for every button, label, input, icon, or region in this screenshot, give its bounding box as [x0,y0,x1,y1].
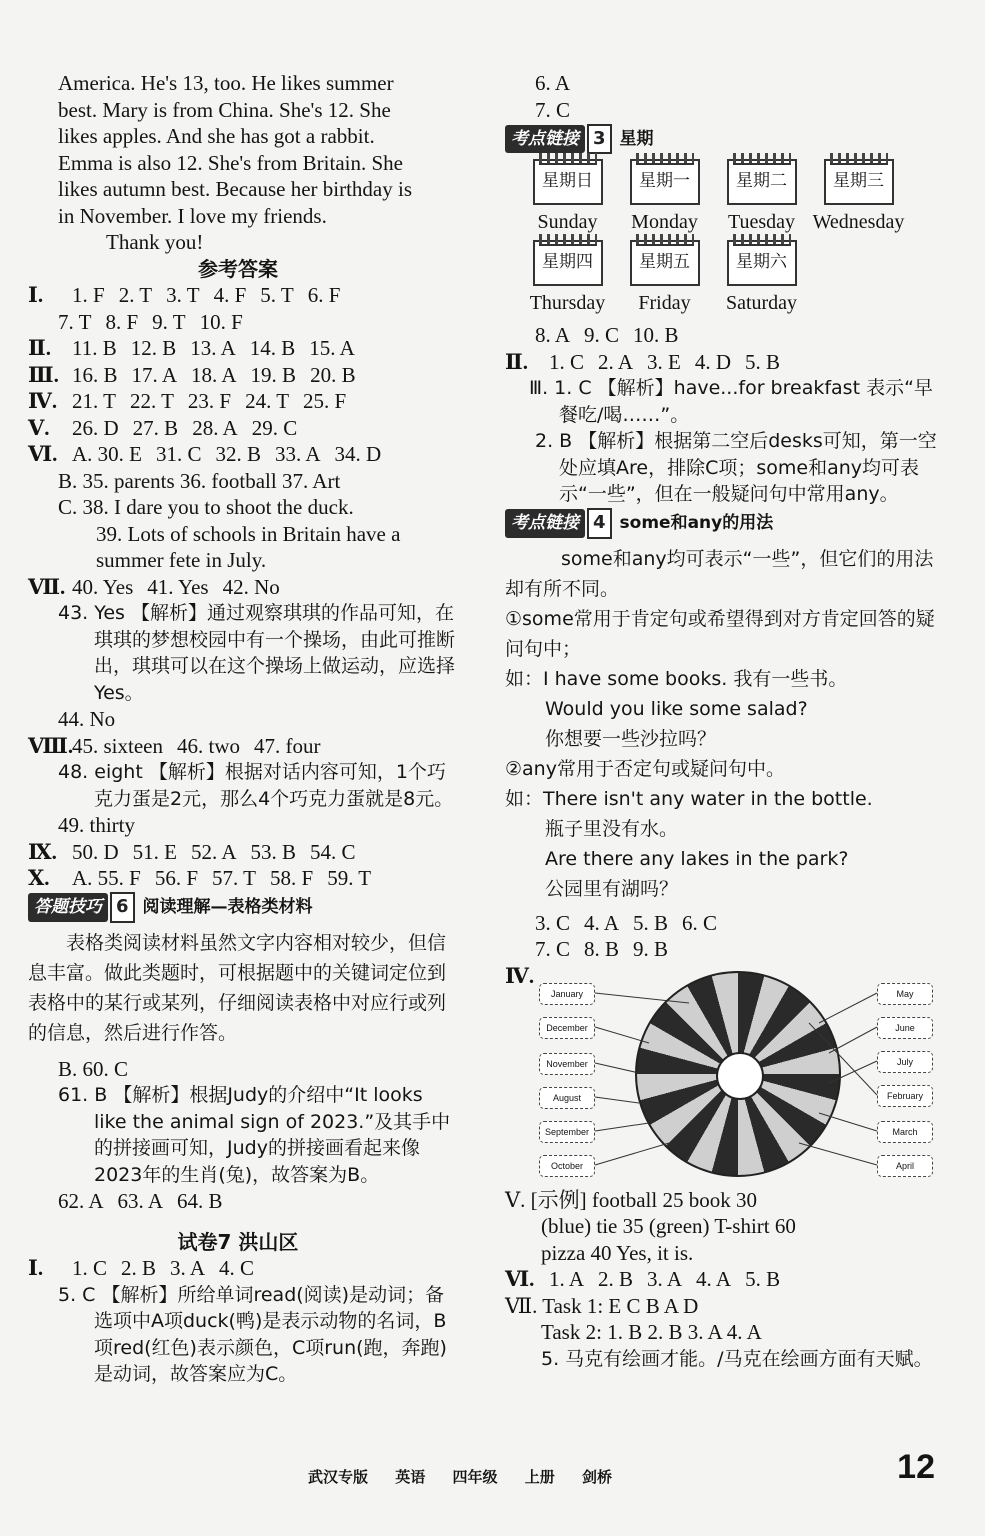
month-box: February [877,1085,933,1107]
answers-title: 参考答案 [198,256,278,281]
answer: 3. A [647,1267,683,1291]
calendar-label: 星期日 [542,171,593,191]
answer: 5. B [633,910,669,935]
answer-row [28,839,458,866]
tip-header [505,125,945,153]
some-any-notes [505,544,945,904]
example-translation: 瓶子里没有水。 [545,817,679,840]
answer: 1. A [549,1267,585,1291]
section-number: Ⅳ. [28,389,58,413]
answer: 6. C [682,910,718,935]
answer: 15. A [309,336,355,360]
solar-terms-diagram [539,963,959,1187]
section-number: Ⅳ. [505,963,535,988]
answer: 50. D [72,839,119,864]
answer: 9. B [633,937,669,961]
month-box: November [539,1053,595,1075]
answer: 22. T [129,389,174,413]
tip-header [505,510,945,538]
answer: 29. C [251,415,298,440]
calendar-label: 星期二 [736,171,787,191]
section-number: Ⅹ. [28,866,50,890]
answer-row [28,309,458,336]
story-line: America. He's 13, too. He likes summer [58,71,394,95]
answer-row: Task 2: 1. B 2. B 3. A 4. A [541,1320,762,1344]
answer-row [28,574,458,601]
answer-explanation: 61. B 【解析】根据Judy的介绍中“It looks like the animal sign of 2023.”及其手中的拼接画可知，Judy的拼接画看起来像2023年的生肖(兔)，故答案为B。 [58,1084,451,1186]
section-number: Ⅰ. [28,1256,44,1280]
answer: 64. B [177,1189,223,1213]
answer: 20. B [310,362,356,387]
section-iv [505,963,945,1187]
answer: 47. four [253,733,321,758]
answer: 2. B [598,1267,634,1291]
answer: 26. D [72,415,119,440]
answer: 1. F [72,283,105,307]
answer-row: 7. C [535,97,571,122]
answer: 32. B [215,442,262,466]
example-sentence: 如：I have some books. 我有一些书。 [505,667,848,690]
answer: 1. C [549,349,585,374]
answer: 16. B [72,362,118,387]
story-line: likes apples. And she has got a rabbit. [58,124,375,148]
right-column [505,70,945,1372]
answer: 12. B [130,336,177,360]
answer: 27. B [132,415,179,440]
tip-text: 表格类阅读材料虽然文字内容相对较少，但信息丰富。做此类题时，可根据题中的关键词定位到表格中的某行或某列，仔细阅读表格中对应行或列的信息，然后进行作答。 [28,931,447,1044]
footer-item: 剑桥 [582,1468,613,1486]
month-box: December [539,1017,595,1039]
answer-explanation: 43. Yes 【解析】通过观察琪琪的作品可知，在琪琪的梦想校园中有一个操场，由此可推断出，琪琪可以在这个操场上做运动，应选择Yes。 [58,602,456,704]
weekday-name: Saturday [725,291,798,314]
example-translation: 你想要一些沙拉吗？ [545,727,717,750]
answer: 3. C [535,910,571,935]
answer: 1. C [72,1256,108,1280]
answer: 3. T [166,283,200,307]
answer: 5. T [260,283,294,307]
section-number: Ⅴ. [28,415,50,440]
section-number: Ⅶ. [28,574,66,599]
footer-item: 四年级 [452,1468,498,1486]
answer: 25. F [303,389,347,413]
story-line: Emma is also 12. She's from Britain. She [58,150,404,175]
section-number: Ⅱ. [505,349,528,374]
answer-row [505,1266,945,1293]
answer: 17. A [131,362,178,387]
answer: 42. No [222,574,280,599]
answer: 7. T [58,309,92,334]
page-frame [8,8,977,1528]
example-translation: 公园里有湖吗？ [545,877,679,900]
answer-row: 6. A [535,71,571,95]
answer-row [28,733,458,760]
section-number: Ⅱ. [28,336,51,360]
answer-explanation: 5. C 【解析】所给单词read(阅读)是动词；备选项中A项duck(鸭)是表示动物的名词，B项red(红色)表示颜色，C项run(跑，奔跑)是动词，故答案应为C。 [58,1283,447,1385]
calendar-sunday [519,159,616,236]
tip-label: 答题技巧 [28,893,108,922]
answer: 57. T [212,866,256,890]
answer-explanation: Ⅲ. 1. C 【解析】have...for breakfast 表示“早餐吃/喝……”。 [529,377,933,426]
answer: 51. E [132,839,177,864]
tip-number: 3 [587,124,612,155]
month-box: October [539,1155,595,1177]
answer-row [28,362,458,389]
section-number: Ⅸ. [28,839,57,864]
answer: 4. A [584,910,620,935]
answer: 8. A [535,323,571,347]
weekday-name: Sunday [537,211,598,233]
answer: 40. Yes [72,574,134,599]
closing-line: Thank you! [106,230,204,254]
answer-row [505,910,945,937]
tip-label: 考点链接 [505,509,585,538]
answer: 53. B [250,839,297,864]
month-box: June [877,1017,933,1039]
answer: 58. F [270,866,314,890]
answer: 4. D [694,349,732,374]
month-box: March [877,1121,933,1143]
answer: 45. sixteen [72,733,163,758]
answer-row: Ⅴ. [示例] football 25 book 30 [505,1187,757,1212]
left-column [28,70,458,1388]
answer-row: C. 38. I dare you to shoot the duck. [58,495,354,519]
answer: 33. A [275,442,321,466]
weekday-calendars [519,159,945,316]
answer-row: (blue) tie 35 (green) T-shirt 60 [541,1214,796,1238]
paper-title: 试卷7 洪山区 [177,1229,299,1254]
answer: 14. B [249,336,296,360]
answer: 5. B [745,349,781,374]
answer: 18. A [191,362,237,387]
answer: 46. two [176,733,240,758]
answer: 19. B [250,362,297,387]
answer: 63. A [117,1189,164,1213]
calendar-label: 星期一 [639,171,690,191]
section-number: Ⅷ. [28,733,74,758]
section-number: Ⅰ. [28,283,44,307]
answer: 4. C [219,1256,255,1280]
answer: 41. Yes [147,574,209,599]
calendar-saturday [713,240,810,317]
answer: 2. T [118,283,153,307]
answer-row [505,349,945,376]
answer-row [28,388,458,415]
month-box: January [539,983,595,1005]
footer-item: 武汉专版 [308,1468,369,1486]
answer: 34. D [334,442,382,466]
answer: 9. T [152,309,186,334]
answer: 11. B [72,336,117,360]
answer: A. 55. F [72,866,141,890]
answer: 54. C [310,839,356,864]
answer: 10. B [633,323,679,347]
answer-explanation: 2. B 【解析】根据第二空后desks可知，第一空处应填Are，排除C项；some和any均可表示“一些”，但在一般疑问句中常用any。 [535,430,937,505]
answer-row [28,1255,458,1282]
calendar-friday [616,240,713,317]
answer-row [505,322,945,349]
tip-number: 4 [587,508,612,539]
answer-row [28,865,458,892]
answer: 6. F [307,283,341,307]
answer-row: B. 60. C [58,1056,129,1081]
answer-row [28,282,458,309]
story-line: likes autumn best. Because her birthday is [58,177,412,201]
answer: 4. F [213,283,247,307]
month-box: April [877,1155,933,1177]
story-line: in November. I love my friends. [58,203,327,228]
answer: 2. A [598,349,634,374]
answer: 7. C [535,937,571,961]
section-number: Ⅵ. [28,442,58,466]
tip-number: 6 [110,892,135,923]
answer: 31. C [156,442,202,466]
answer: 2. B [121,1256,157,1280]
footer-item: 英语 [395,1468,426,1486]
answer: 21. T [72,389,116,413]
calendar-label: 星期三 [833,171,884,191]
answer-row [28,441,458,468]
tip-title: 星期 [619,128,654,149]
answer-explanation: 5. 马克有绘画才能。/马克在绘画方面有天赋。 [541,1347,933,1370]
story-text [28,70,458,229]
note-text: some和any均可表示“一些”，但它们的用法却有所不同。 [505,547,934,600]
weekday-name: Wednesday [812,211,905,233]
month-box: July [877,1051,933,1073]
answer: 4. A [696,1267,732,1291]
answer: 24. T [245,389,290,413]
month-box: August [539,1087,595,1109]
story-line: best. Mary is from China. She's 12. She [58,97,391,122]
answer: 8. F [105,309,139,334]
weekday-name: Thursday [529,291,606,314]
footer-item: 上册 [524,1468,555,1486]
answer: 28. A [192,415,238,440]
calendar-thursday [519,240,616,317]
answer: 52. A [191,839,237,864]
answer: 10. F [199,309,243,334]
page-number: 12 [897,1448,935,1486]
answer-row: B. 35. parents 36. football 37. Art [58,468,341,493]
month-box: May [877,983,933,1005]
calendar-monday [616,159,713,236]
section-number: Ⅵ. [505,1267,535,1291]
answer: A. 30. E [72,442,142,466]
note-text: ②any常用于否定句或疑问句中。 [505,757,785,780]
answer: 3. E [647,349,681,374]
calendar-label: 星期四 [542,251,593,272]
tip-header [28,894,458,922]
tip-title: some和any的用法 [619,513,774,534]
answer: 59. T [327,866,372,890]
answer: 9. C [584,323,620,347]
answer: 5. B [745,1267,781,1291]
month-box: September [539,1121,595,1143]
answer: 62. A [58,1189,104,1213]
weekday-name: Monday [631,211,698,233]
answer-row: 44. No [58,707,116,731]
calendar-wednesday [810,159,907,236]
tip-label: 考点链接 [505,125,585,154]
answer: 56. F [154,866,199,890]
calendar-tuesday [713,159,810,236]
example-sentence: Are there any lakes in the park? [545,847,849,870]
example-sentence: Would you like some salad? [545,697,808,720]
answer-row: 49. thirty [58,813,135,837]
answer-row [28,335,458,362]
answer-row: pizza 40 Yes, it is. [541,1240,694,1265]
matching-lines [539,963,959,1187]
answer-row [28,415,458,442]
weekday-name: Tuesday [727,211,796,233]
tip-title: 阅读理解—表格类材料 [142,897,313,918]
note-text: ①some常用于肯定句或希望得到对方肯定回答的疑问句中； [505,607,935,660]
page-footer [308,1466,634,1487]
answer: 13. A [190,336,236,360]
answer-row [28,1188,458,1215]
example-sentence: 如：There isn't any water in the bottle. [505,787,873,810]
answer: 8. B [584,937,620,961]
answer: 3. A [170,1256,206,1280]
calendar-label: 星期五 [639,251,690,272]
answer-row [505,936,945,963]
calendar-label: 星期六 [736,251,787,272]
answer-explanation: 48. eight 【解析】根据对话内容可知，1个巧克力蛋是2元，那么4个巧克力蛋就是8元。 [58,761,454,810]
answer-row: Ⅶ. Task 1: E C B A D [505,1293,699,1318]
answer-row: 39. Lots of schools in Britain have a summer fete in July. [96,521,401,572]
answer: 23. F [187,389,232,413]
section-number: Ⅲ. [28,362,59,387]
weekday-name: Friday [638,291,691,314]
